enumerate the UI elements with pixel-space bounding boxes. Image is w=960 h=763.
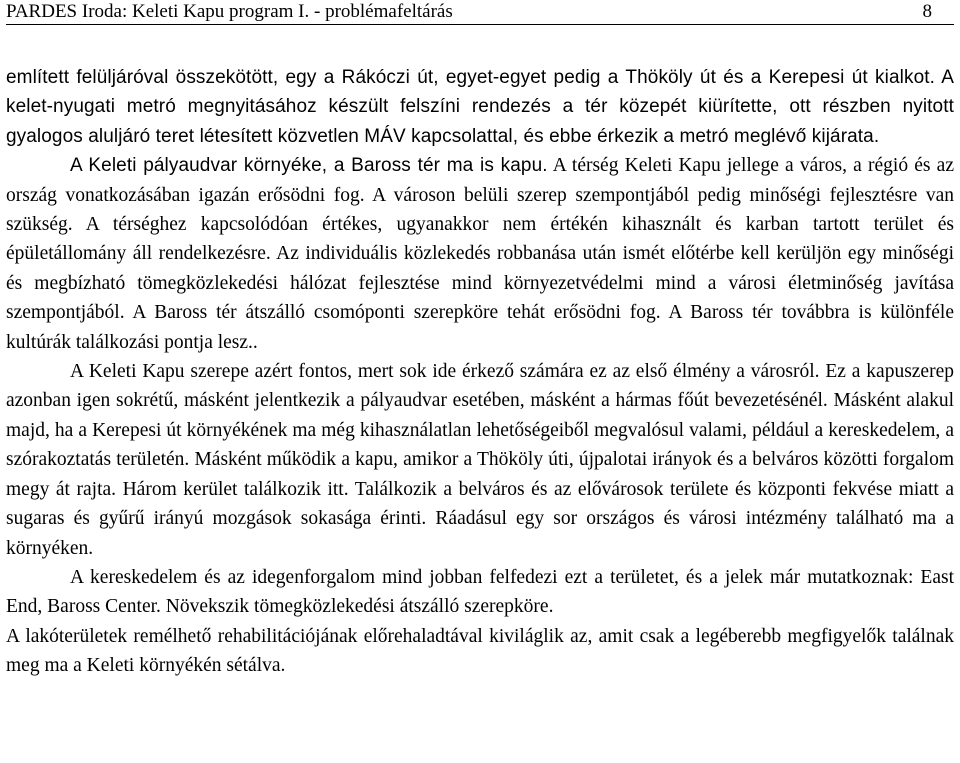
page-number: 8 [922, 1, 932, 22]
paragraph-2-rest: A térség Keleti Kapu jellege a város, a régió és az ország vonatkozásában igazán erősödni fog. A városon belüli szerep szempontjából pedig minőségi fejlesztésre van szükség. A térséghez kapcsolódóan értékes, ugyanakkor nem értékén kihasznált és karban tartott terület és épületállomány áll rendelkezésre. Az individuális közlekedés robbanása után ismét előtérbe kell kerüljön egy minőségi és megbízható tömegközlekedési hálózat fejlesztése mind környezetvédelmi mind a városi életminőség javítása szempontjából. A Baross tér átszálló csomóponti szerepköre tehát erősödni fog. A Baross tér továbbra is különféle kultúrák találkozási pontja lesz.. [6, 155, 954, 353]
header-title: PARDES Iroda: Keleti Kapu program I. - problémafeltárás [6, 1, 453, 22]
paragraph-1: említett felüljáróval összekötött, egy a Rákóczi út, egyet-egyet pedig a Thököly út és a Kerepesi út kialkot. A kelet-nyugati metró megnyitásához készült felszíni rendezés a tér közepét kiürítette, ott részben nyitott gyalogos aluljáró teret létesített közvetlen MÁV kapcsolattal, és ebbe érkezik a metró meglévő kijárata. [6, 67, 954, 147]
paragraph-5: A lakóterületek remélhető rehabilitációjának előrehaladtával kiviláglik az, amit csak a legéberebb megfigyelők találnak meg ma a Keleti környékén sétálva. [6, 625, 954, 677]
page-header [6, 0, 954, 25]
paragraph-2 [6, 151, 954, 357]
paragraph-2-lead: A Keleti pályaudvar környéke, a Baross tér ma is kapu. [70, 155, 548, 177]
paragraph-4: A kereskedelem és az idegenforgalom mind jobban felfedezi ezt a területet, és a jelek már mutatkoznak: East End, Baross Center. Növekszik tömegközlekedési átszálló szerepköre. [6, 566, 954, 618]
body-text [6, 63, 954, 681]
paragraph-3: A Keleti Kapu szerepe azért fontos, mert sok ide érkező számára ez az első élmény a városról. Ez a kapuszerep azonban igen sokrétű, másként jelentkezik a pályaudvar esetében, másként a hármas főút bevezetésénél. Másként alakul majd, ha a Kerepesi út környékének ma még kihasználatlan lehetőségeiből megvalósul valami, például a kereskedelem, a szórakoztatás területén. Másként működik a kapu, amikor a Thököly úti, újpalotai irányok és a belváros közötti forgalom megy át rajta. Három kerület találkozik itt. Találkozik a belváros és az elővárosok területe és központi fekvése miatt a sugaras és gyűrű irányú mozgások sokasága érinti. Ráadásul egy sor országos és városi intézmény található ma a környéken. [6, 361, 954, 559]
